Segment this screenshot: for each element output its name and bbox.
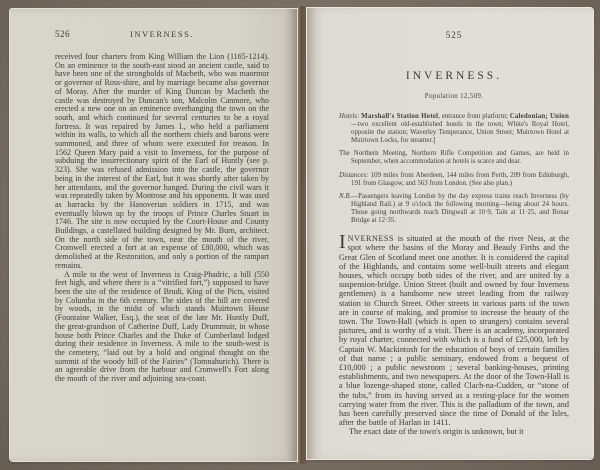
left-paragraph-2: A mile to the west of Inverness is Craig-Phadric, a hill (550 feet high, and where there is a “vitrified fort,”) supposed to have been the site of the residence of Brudi, King of the Picts, visited by Columba in the 6th century. The sides of the hill are covered by woods, in the midst of which stands Muirtown House (Fountaine Walker, Esq.), the seat of the late Mr. Huntly Duff, the great-grandson of Catherine Duff, Lady Drummuir, in whose house both Prince Charles and the Duke of Cumberland lodged during their residence in Inverness. A mile to the south-west is the cemetery, “laid out by a bold and original thought on the summit of the woody hill of the Fairies” (Tomnahurich). There is an agreeable drive from the harbour and Cromwell's Fort along the mouth of the river and adjoining sea-coast. xyxy=(55,269,269,384)
hotel-names-caledonian-union: Caledonian; Union xyxy=(509,113,569,120)
nb-label: N.B. xyxy=(339,192,352,200)
hotel-name-marshalls: Marshall's Station Hotel xyxy=(361,113,439,120)
northern-meeting-note: The Northern Meeting, Northern Rifle Competition and Games, are held in September, when accommodation at hotels is scarce and dear. xyxy=(339,150,569,166)
dropcap-initial: I xyxy=(339,231,346,254)
right-page xyxy=(307,8,593,459)
nb-text: —Passengers leaving London by the day express trains reach Inverness (by Highland Rail.) at 9 o'clock the following morning—being about 24 hours. Those going northwards reach Dingwall at 10·9, Tain at 11·25, and Bonar Bridge at 12·35. xyxy=(351,192,569,225)
hotels-label: Hotels: xyxy=(339,113,362,120)
right-page-number: 525 xyxy=(445,30,463,40)
left-running-head: INVERNESS. xyxy=(130,29,194,39)
left-paragraph-1: received four charters from King William the Lion (1165-1214). On an eminence to the south-east stood an ancient castle, said to have been one of the strongholds of Macbeth, who was maormor or governor of Ross-shire, and by marriage became also governor of Moray. After the murder of King Duncan by Macbeth the castle was destroyed by Duncan's son, Malcolm Canmore, who erected a new one on an eminence overhanging the town on the south, and which continued for several centuries to be a royal fortress. It was repaired by James I., who held a parliament within its walls, to which all the northern chiefs and barons were summoned, and three of whom were executed for treason. In 1562 Queen Mary paid a visit to Inverness, for the purpose of subduing the insurrectionary spirit of the Earl of Huntly (see p. 323). She was refused admission into the castle, the governor being in the interest of the Earl, but it was shortly after taken by her attendants, and the governor hanged. During the civil wars it was repeatedly taken by Montrose and his opponents. It was used as barracks by the Hanoverian soldiers in 1715, and was eventually blown up by the troops of Prince Charles Stuart in 1746. The site is now occupied by the Court-House and County Buildings, a castellated building designed by Mr. Burn, architect. On the north side of the town, near the mouth of the river, Cromwell erected a fort at an expense of £80,000, which was demolished at the Restoration, and only a portion of the rampart remains. xyxy=(55,52,269,270)
page-title: INVERNESS. xyxy=(405,70,503,82)
lead-word: NVERNESS xyxy=(347,234,394,244)
distances-label: Distances: xyxy=(339,171,371,179)
hotels-text-2: —two excellent old-established hotels in the town; White's Royal Hotel, opposite the station; Waverley Temperance, Union Street; Muirtown Hotel at Muirtown Locks, for steamer.] xyxy=(351,121,569,145)
right-paragraph-1 xyxy=(339,231,569,428)
right-paragraph-2: The exact date of the town's origin is unknown, but it xyxy=(349,427,524,437)
left-page xyxy=(10,9,297,461)
left-page-header xyxy=(55,29,269,39)
left-page-number: 526 xyxy=(55,29,70,39)
nb-note xyxy=(339,193,569,225)
distances-note xyxy=(339,172,569,188)
hotels-note xyxy=(339,113,569,145)
distances-text: 109 miles from Aberdeen, 144 miles from Perth, 209 from Edinburgh, 191 from Glasgow, and 563 from London. (See also plan.) xyxy=(351,171,569,187)
population-line: Population 12,509. xyxy=(424,92,484,100)
right-main-body xyxy=(339,231,569,437)
hotels-text-1: , entrance from platform; xyxy=(438,113,510,120)
right-paragraph-1-text: is situated at the mouth of the river Ness, at the spot where the basins of the Moray and Beauly Firths and the Great Glen of Scotland meet one another. It is considered the capital of the Highlands, and contains some well-built streets and elegant houses, which occupy both sides of the river, and are united by a suspension-bridge. Union Street (built and owned by four Inverness gentlemen) is a handsome new street leading from the railway station to Church Street. Other streets in various parts of the town are in course of making, and promise to increase the beauty of the town. The Town-Hall (which is open to strangers) contains several pictures, and is worthy of a visit. There is an academy, incorporated by royal charter, connected with which is a fund of £25,000, left by Captain W. Mackintosh for the education of boys of certain families of that name ; a public seminary, endowed from a bequest of £10,000 ; a public newsroom ; several banking-houses, printing establishments, and two newspapers. At the door of the Town-Hall is a blue lozenge-shaped stone, called Clach-na-Cudden, or “stone of the tubs,” from its having served as a resting-place for the women carrying water from the river. This is the palladium of the town, and has been carefully preserved since the time of Donald of the Isles, after the battle of Harlan in 1411. xyxy=(339,234,569,428)
